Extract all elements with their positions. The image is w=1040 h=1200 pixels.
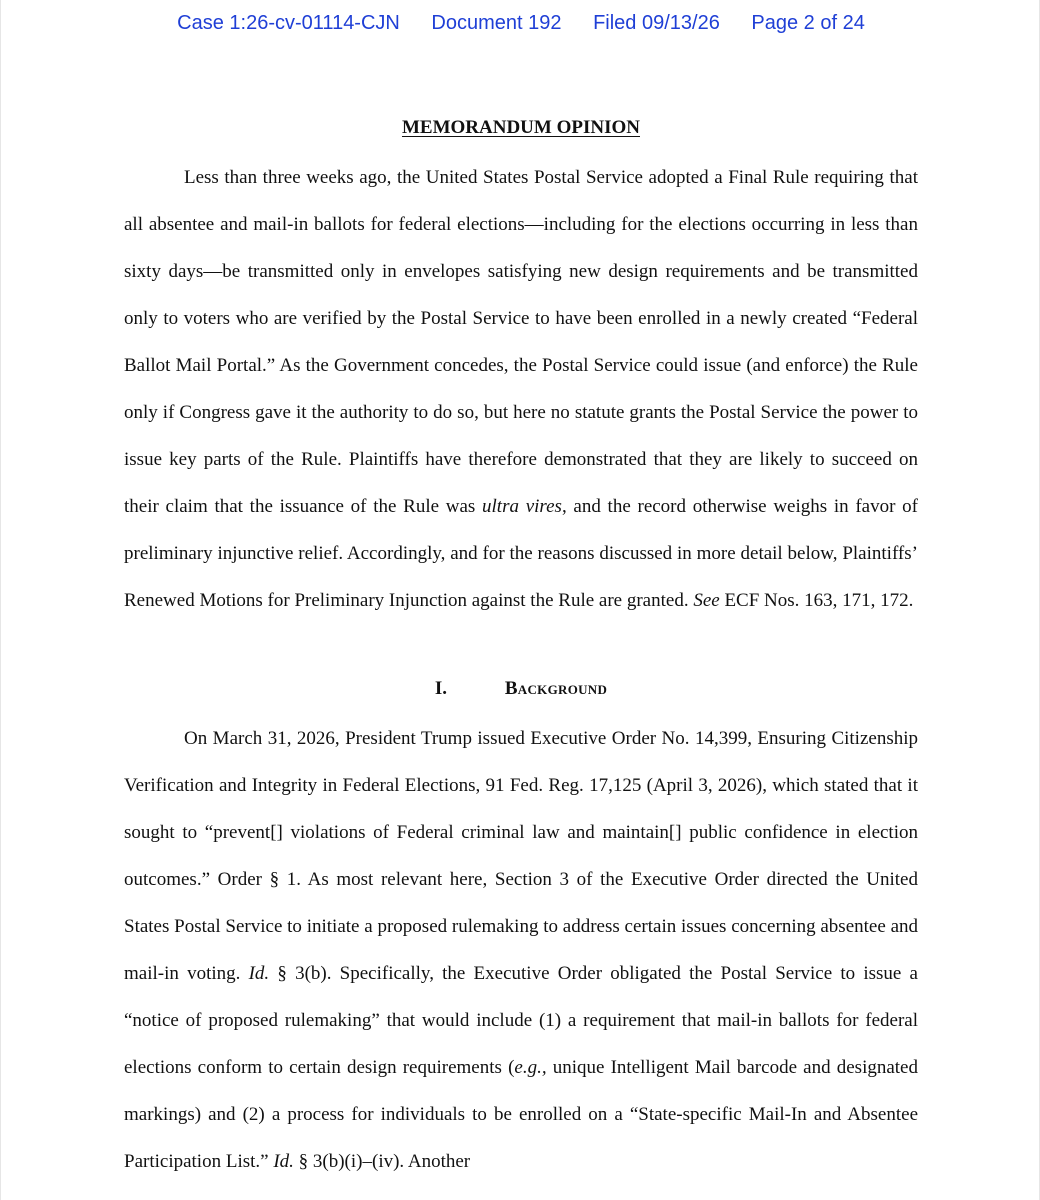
document-number: Document 192	[431, 12, 562, 34]
intro-paragraph-block	[124, 154, 918, 624]
filed-date: Filed 09/13/26	[593, 12, 720, 34]
intro-paragraph: Less than three weeks ago, the United States Postal Service adopted a Final Rule requiring that all absentee and mail-in ballots for federal elections—including for the elections occurring in less than sixty days—be transmitted only in envelopes satisfying new design requirements and be transmitted only to voters who are verified by the Postal Service to have been enrolled in a newly created “Federal Ballot Mail Portal.” As the Government concedes, the Postal Service could issue (and enforce) the Rule only if Congress gave it the authority to do so, but here no statute grants the Postal Service the power to issue key parts of the Rule. Plaintiffs have therefore demonstrated that they are likely to succeed on their claim that the issuance of the Rule was ultra vires, and the record otherwise weighs in favor of preliminary injunctive relief. Accordingly, and for the reasons discussed in more detail below, Plaintiffs’ Renewed Motions for Preliminary Injunction against the Rule are granted. See ECF Nos. 163, 171, 172.	[124, 167, 918, 611]
section-heading	[1, 678, 1040, 700]
court-filing-header	[1, 12, 1040, 35]
section-number: I.	[434, 678, 447, 699]
section-name: Background	[504, 678, 608, 699]
case-number: Case 1:26-cv-01114-CJN	[177, 12, 400, 34]
background-paragraph: On March 31, 2026, President Trump issued Executive Order No. 14,399, Ensuring Citizenship Verification and Integrity in Federal Elections, 91 Fed. Reg. 17,125 (April 3, 2026), which stated that it sought to “prevent[] violations of Federal criminal law and maintain[] public confidence in election outcomes.” Order § 1. As most relevant here, Section 3 of the Executive Order directed the United States Postal Service to initiate a proposed rulemaking to address certain issues concerning absentee and mail-in voting. Id. § 3(b). Specifically, the Executive Order obligated the Postal Service to issue a “notice of proposed rulemaking” that would include (1) a requirement that mail-in ballots for federal elections conform to certain design requirements (e.g., unique Intelligent Mail barcode and designated markings) and (2) a process for individuals to be enrolled on a “State-specific Mail-In and Absentee Participation List.” Id. § 3(b)(i)–(iv). Another	[124, 728, 918, 1172]
background-paragraph-block	[124, 715, 918, 1185]
opinion-title: MEMORANDUM OPINION	[401, 117, 640, 138]
page-indicator: Page 2 of 24	[751, 12, 865, 34]
